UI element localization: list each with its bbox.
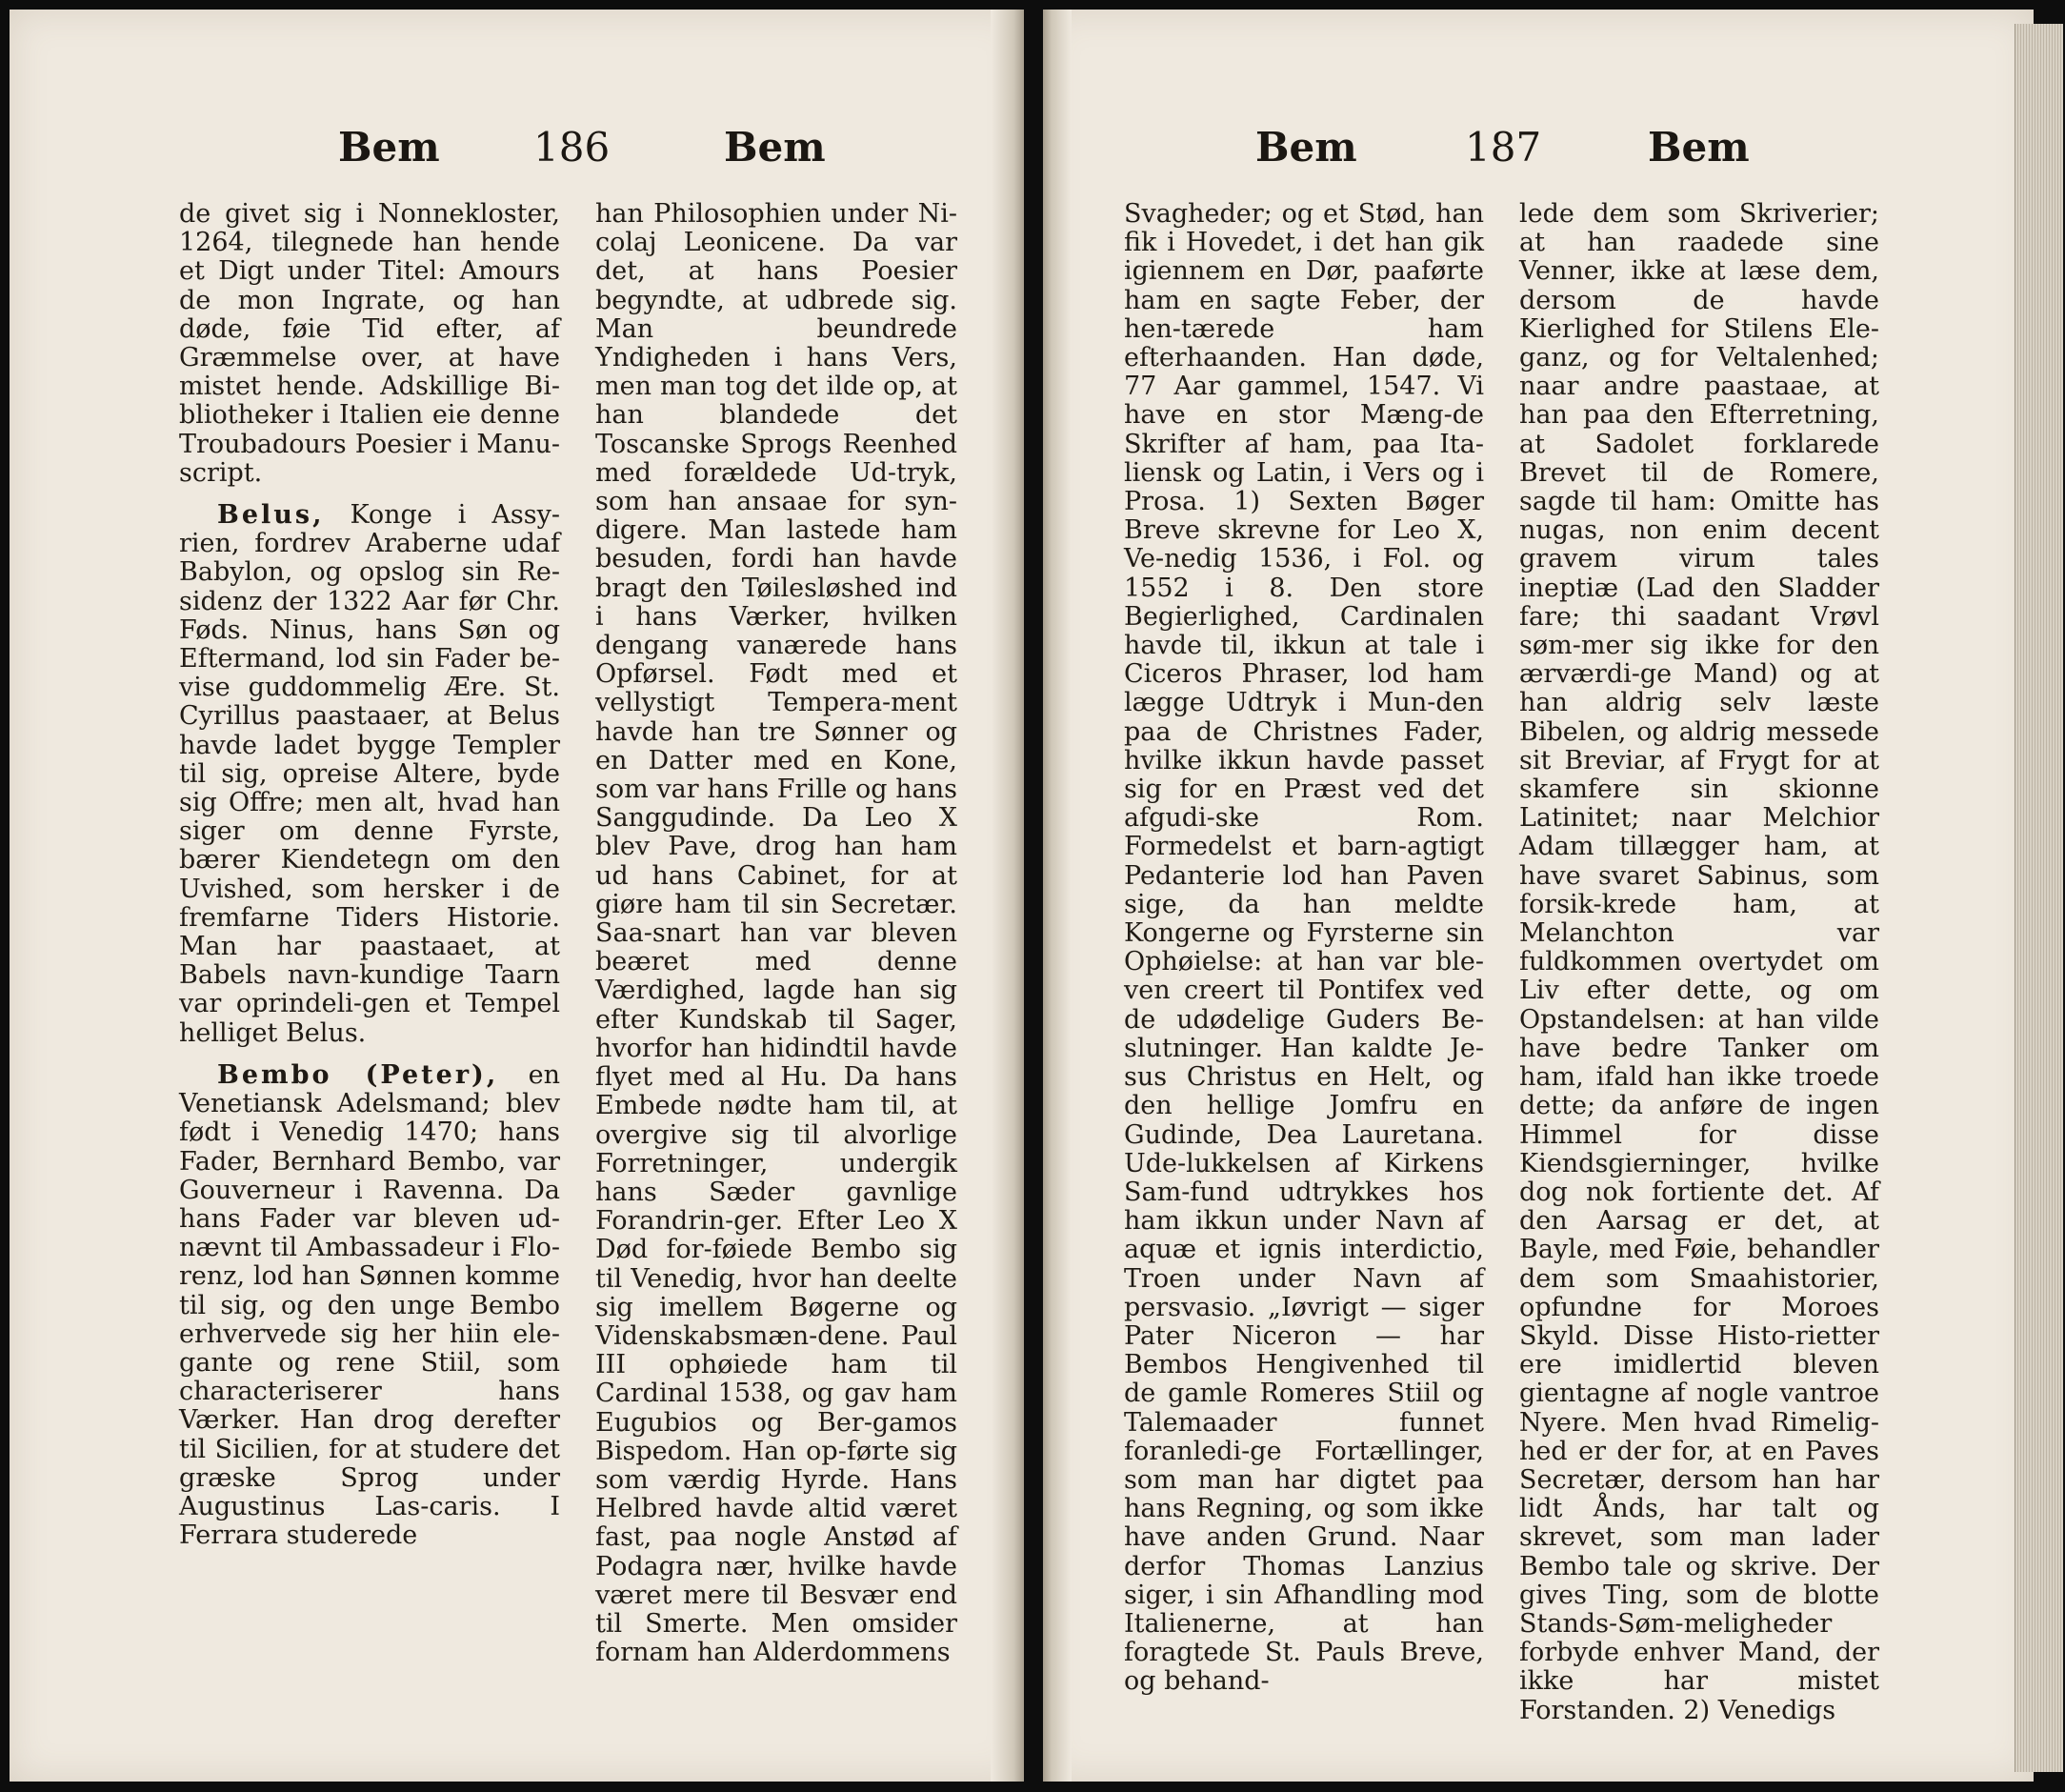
paragraph-text: Konge i Assy-rien, fordrev Araberne udaf Babylon, og opslog sin Re-sidenz der 1322 Aar før Chr. Føds. Ninus, hans Søn og Eftermand, lod sin Fader be-vise guddommelig Ære. St. Cyrillus paastaaer, at Belus havde ladet bygge Templer til sig, opreise Altere, byde sig Offre; men alt, hvad han siger om denne Fyrste, bærer Kiendetegn om den Uvished, som hersker i de fremfarne Tiders Historie. Man har paastaaet, at Babels navn-kundige Taarn var oprindeli-gen et Tempel helliget Belus. [179, 500, 560, 1048]
right-page-number: 187 [1465, 124, 1542, 171]
entry-headword: Belus, [217, 500, 325, 531]
dictionary-entry [179, 501, 560, 1048]
text-paragraph [595, 200, 957, 1667]
text-paragraph [1124, 200, 1484, 1697]
left-page-column-2 [595, 199, 957, 1668]
right-gutter [1043, 10, 1072, 1782]
page-edges [2015, 24, 2063, 1772]
dictionary-entry [179, 1061, 560, 1550]
right-page-column-1 [1124, 199, 1484, 1697]
paragraph-text: han Philosophien under Ni-colaj Leonicene. Da var det, at hans Poesier begyndte, at udbrede sig. Man beundrede Yndigheden i hans Vers, men man tog det ilde op, at han blandede det Toscanske Sprogs Reenhed med forældede Ud-tryk, som han ansaae for syn-digere. Man lastede ham besuden, fordi han havde bragt den Tøilesløshed ind i hans Værker, hvilken dengang vanærede hans Opførsel. Født med et vellystigt Tempera-ment havde han tre Sønner og en Datter med en Kone, som var hans Frille og hans Sanggudinde. Da Leo X blev Pave, drog han ham ud hans Cabinet, for at giøre ham til sin Secretær. Saa-snart han var bleven beæret med denne Værdighed, lagde han sig efter Kundskab til Sager, hvorfor han hidindtil havde flyet med al Hu. Da hans Embede nødte ham til, at overgive sig til alvorlige Forretninger, undergik hans Sæder gavnlige Forandrin-ger. Efter Leo X Død for-føiede Bembo sig til Venedig, hvor han deelte sig imellem Bøgerne og Videnskabsmæn-dene. Paul III ophøiede ham til Cardinal 1538, og gav ham Eugubios og Ber-gamos Bispedom. Han op-førte sig som værdig Hyrde. Hans Helbred havde altid været fast, paa nogle Anstød af Podagra nær, hvilke havde været mere til Besvær end til Smerte. Men omsider fornam han Alderdommens [595, 199, 957, 1668]
left-gutter [991, 10, 1024, 1782]
paragraph-text: Svagheder; og et Stød, han fik i Hovedet, i det han gik igiennem en Dør, paaførte ham en sagte Feber, der hen-tærede ham efterhaanden. Han døde, 77 Aar gammel, 1547. Vi have en stor Mæng-de Skrifter af ham, paa Ita-liensk og Latin, i Vers og i Prosa. 1) Sexten Bøger Breve skrevne for Leo X, Ve-nedig 1536, i Fol. og 1552 i 8. Den store Begierlighed, Cardinalen havde til, ikkun at tale i Ciceros Phraser, lod ham lægge Udtryk i Mun-den paa de Christnes Fader, hvilke ikkun havde passet sig for en Præst ved det afgudi-ske Rom. Formedelst et barn-agtigt Pedanterie lod han Paven sige, da han meldte Kongerne og Fyrsterne sin Ophøielse: at han var ble-ven creert til Pontifex ved de udødelige Guders Be-slutninger. Han kaldte Je-sus Christus en Helt, og den hellige Jomfru en Gudinde, Dea Lauretana. Ude-lukkelsen af Kirkens Sam-fund udtrykkes hos ham ikkun under Navn af aquæ et ignis interdictio, Troen under Navn af persvasio. „Iøvrigt — siger Pater Niceron — har Bembos Hengivenhed til de gamle Romeres Stiil og Talemaader funnet foranledi-ge Fortællinger, som man har digtet paa hans Regning, og som ikke have anden Grund. Naar derfor Thomas Lanzius siger, i sin Afhandling mod Italienerne, at han foragtede St. Pauls Breve, og behand- [1124, 199, 1484, 1697]
paragraph-text: de givet sig i Nonnekloster, 1264, tilegnede han hende et Digt under Titel: Amours de mon Ingrate, og han døde, føie Tid efter, af Græmmelse over, at have mistet hende. Adskillige Bi-bliotheker i Italien eie denne Troubadours Poesier i Manu-script. [179, 199, 560, 488]
right-header-headword-right: Bem [1648, 124, 1750, 171]
paragraph-text: lede dem som Skriverier; at han raadede sine Venner, ikke at læse dem, dersom de havde Kierlighed for Stilens Ele-ganz, og for Veltalenhed; naar andre paastaae, at han paa den Efterretning, at Sadolet forklarede Brevet til de Romere, sagde til ham: Omitte has nugas, non enim decent gravem virum tales ineptiæ (Lad den Sladder fare; thi saadant Vrøvl søm-mer sig ikke for den ærværdi-ge Mand) og at han aldrig selv læste Bibelen, og aldrig messede sit Breviar, af Frygt for at skamfere sin skionne Latinitet; naar Melchior Adam tillægger ham, at have svaret Sabinus, som forsik-krede ham, at Melanchton var fuldkommen overtydet om Liv efter dette, og om Opstandelsen: at han vilde have bedre Tanker om ham, ifald han ikke troede dette; da anføre de ingen Himmel for disse Kiendsgierninger, hvilke dog nok fortiente det. Af den Aarsag er det, at Bayle, med Føie, behandler dem som Smaahistorier, opfundne for Moroes Skyld. Disse Histo-rietter ere imidlertid bleven gientagne af nogle vantroe Nyere. Men hvad Rimelig-hed er der for, at en Paves Secretær, dersom han har lidt Ånds, har talt og skrevet, som man lader Bembo tale og skrive. Der gives Ting, som de blotte Stands-Søm-meligheder forbyde enhver Mand, der ikke har mistet Forstanden. 2) Venedigs [1519, 199, 1879, 1725]
entry-headword: Bembo (Peter), [217, 1059, 499, 1090]
right-page-header [0, 124, 2065, 181]
left-page-number: 186 [533, 124, 611, 171]
text-paragraph [1519, 200, 1879, 1725]
right-page-column-2 [1519, 199, 1879, 1725]
left-page-column-1 [179, 199, 560, 1551]
left-header-headword: Bem [338, 124, 440, 171]
left-header-headword-right: Bem [724, 124, 826, 171]
text-paragraph [179, 200, 560, 488]
paragraph-text: en Venetiansk Adelsmand; blev født i Venedig 1470; hans Fader, Bernhard Bembo, var Gouverneur i Ravenna. Da hans Fader var bleven ud-nævnt til Ambassadeur i Flo-renz, lod han Sønnen komme til sig, og den unge Bembo erhvervede sig her hiin ele-gante og rene Stiil, som characteriserer hans Værker. Han drog derefter til Sicilien, for at studere det græske Sprog under Augustinus Las-caris. I Ferrara studerede [179, 1059, 560, 1551]
right-header-headword: Bem [1255, 124, 1357, 171]
